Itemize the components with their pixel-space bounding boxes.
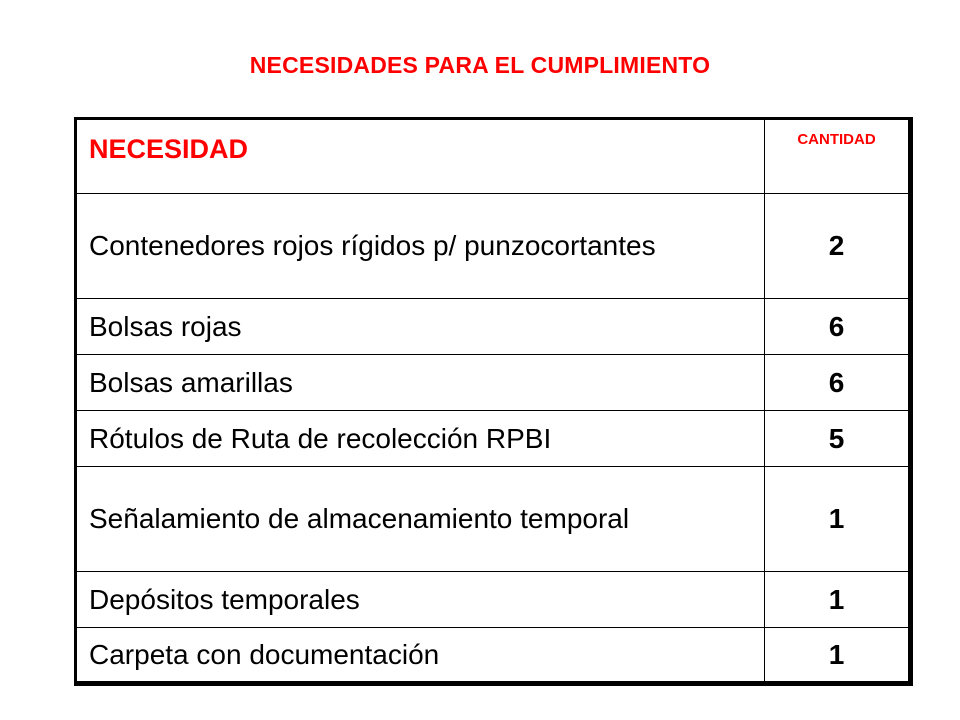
table-row (76, 628, 911, 684)
page-title: NECESIDADES PARA EL CUMPLIMIENTO (249, 52, 711, 78)
need-cell: Bolsas amarillas (76, 355, 765, 411)
table-header-row (76, 119, 911, 194)
need-cell: Señalamiento de almacenamiento temporal (76, 467, 765, 572)
table-row (76, 299, 911, 355)
quantity-cell: 6 (765, 355, 911, 411)
table-row (76, 572, 911, 628)
need-cell: Rótulos de Ruta de recolección RPBI (76, 411, 765, 467)
table-row (76, 194, 911, 299)
quantity-cell: 1 (765, 572, 911, 628)
header-quantity: CANTIDAD (765, 119, 911, 194)
quantity-cell: 6 (765, 299, 911, 355)
quantity-cell: 2 (765, 194, 911, 299)
need-cell: Contenedores rojos rígidos p/ punzocortantes (76, 194, 765, 299)
table-row (76, 355, 911, 411)
quantity-cell: 5 (765, 411, 911, 467)
table-row (76, 467, 911, 572)
quantity-cell: 1 (765, 628, 911, 684)
need-cell: Depósitos temporales (76, 572, 765, 628)
table-row (76, 411, 911, 467)
need-cell: Carpeta con documentación (76, 628, 765, 684)
header-need: NECESIDAD (76, 119, 765, 194)
need-cell: Bolsas rojas (76, 299, 765, 355)
needs-table (74, 117, 913, 686)
quantity-cell: 1 (765, 467, 911, 572)
